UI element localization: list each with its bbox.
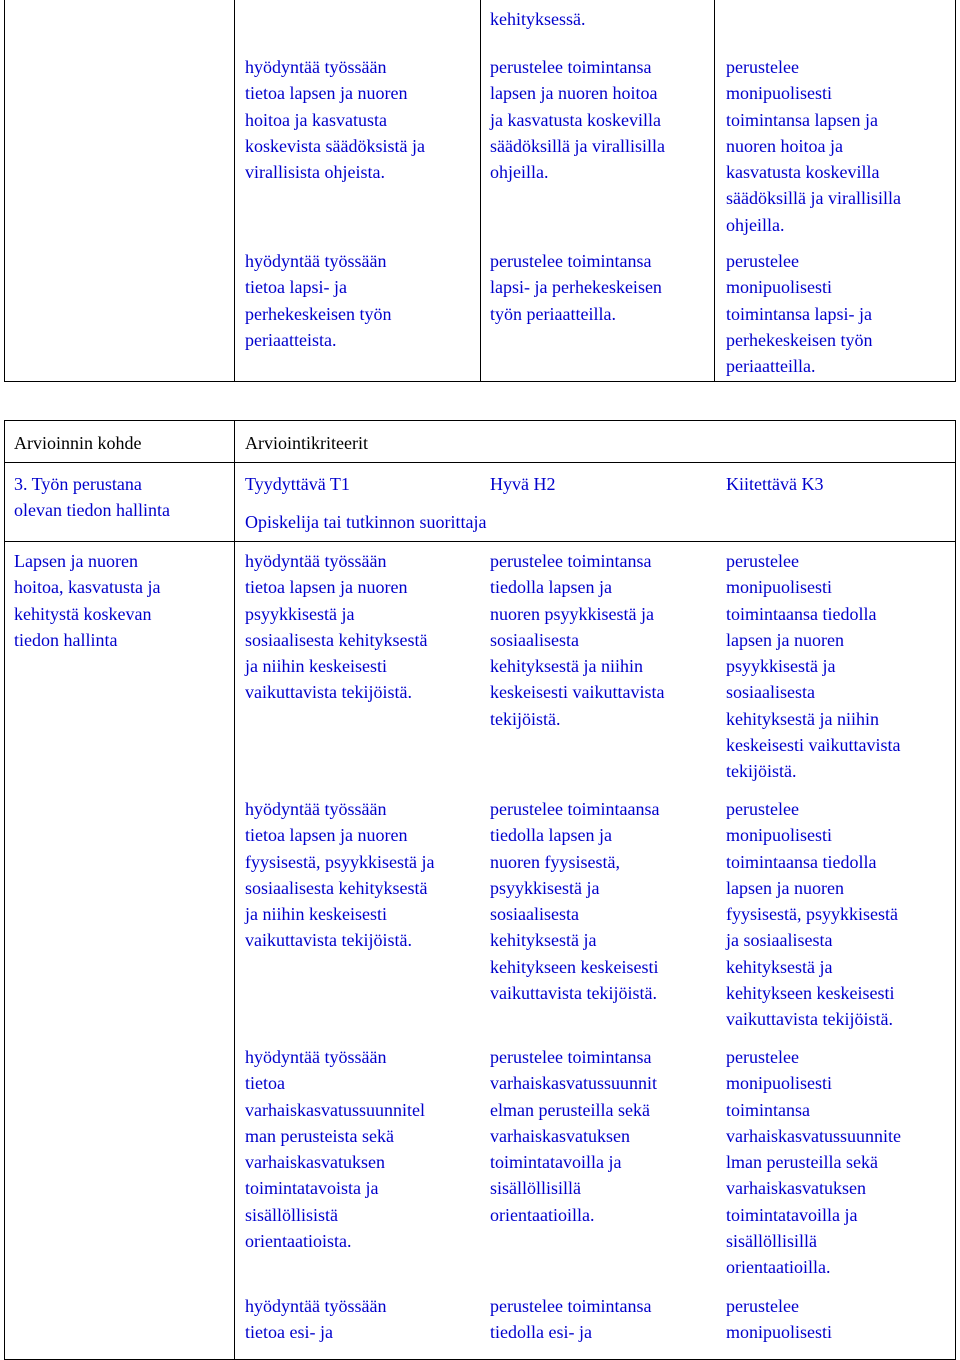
grade-k3: Kiitettävä K3 [726,474,824,494]
row3-h2: perustelee toimintansa varhaiskasvatussuunnit elman perusteilla sekä varhaiskasvatuksen toimintatavoilla ja sisällöllisillä orientaatioilla. [490,1047,657,1225]
top-row2-k3: perustelee monipuolisesti toimintansa lapsi- ja perhekeskeisen työn periaatteilla. [726,251,873,377]
row1-t1: hyödyntää työssään tietoa lapsen ja nuoren psyykkisestä ja sosiaalisesta kehityksestä ja niihin keskeisesti vaikuttavista tekijöistä. [245,551,428,703]
assessment-target: 3. Työn perustana olevan tiedon hallinta [14,474,170,521]
row2-t1: hyödyntää työssään tietoa lapsen ja nuoren fyysisestä, psyykkisestä ja sosiaalisesta kehityksestä ja niihin keskeisesti vaikuttavista tekijöistä. [245,799,435,951]
top-row1-t1: hyödyntää työssään tietoa lapsen ja nuoren hoitoa ja kasvatusta koskevista säädöksistä ja virallisista ohjeista. [245,57,425,183]
row2-h2: perustelee toimintaansa tiedolla lapsen ja nuoren fyysisestä, psyykkisestä ja sosiaalisesta kehityksestä ja kehitykseen keskeisesti vaikuttavista tekijöistä. [490,799,660,1004]
row1-k3: perustelee monipuolisesti toimintaansa tiedolla lapsen ja nuoren psyykkisestä ja sosiaalisesta kehityksestä ja niihin keskeisesti vaikuttavista tekijöistä. [726,551,901,782]
grade-h2: Hyvä H2 [490,474,556,494]
row3-k3: perustelee monipuolisesti toimintansa varhaiskasvatussuunnite lman perusteilla sekä varhaiskasvatuksen toimintatavoilla ja sisällöllisillä orientaatioilla. [726,1047,901,1278]
previous-row-continuation: kehityksessä. [490,9,586,29]
header-assessment-target: Arvioinnin kohde [14,433,142,453]
row1-h2: perustelee toimintansa tiedolla lapsen ja nuoren psyykkisestä ja sosiaalisesta kehityksestä ja niihin keskeisesti vaikuttavista tekijöistä. [490,551,665,729]
assessment-area: Lapsen ja nuoren hoitoa, kasvatusta ja kehitystä koskevan tiedon hallinta [14,551,161,650]
row4-h2: perustelee toimintansa tiedolla esi- ja [490,1296,652,1343]
top-row2-h2: perustelee toimintansa lapsi- ja perhekeskeisen työn periaatteilla. [490,251,662,324]
row2-k3: perustelee monipuolisesti toimintaansa tiedolla lapsen ja nuoren fyysisestä, psyykkisestä ja sosiaalisesta kehityksestä ja kehitykseen keskeisesti vaikuttavista tekijöistä. [726,799,898,1030]
row4-t1: hyödyntää työssään tietoa esi- ja [245,1296,387,1343]
row3-t1: hyödyntää työssään tietoa varhaiskasvatussuunnitel man perusteista sekä varhaiskasvatuksen toimintatavoista ja sisällöllisistä orientaatioista. [245,1047,425,1252]
grade-t1: Tyydyttävä T1 [245,474,350,494]
top-row1-h2: perustelee toimintansa lapsen ja nuoren hoitoa ja kasvatusta koskevilla säädöksillä ja virallisilla ohjeilla. [490,57,665,183]
row4-k3: perustelee monipuolisesti [726,1296,833,1343]
top-row1-k3: perustelee monipuolisesti toimintansa lapsen ja nuoren hoitoa ja kasvatusta koskevilla säädöksillä ja virallisilla ohjeilla. [726,57,901,235]
header-assessment-criteria: Arviointikriteerit [245,433,368,453]
subject-line: Opiskelija tai tutkinnon suorittaja [245,512,487,532]
top-row2-t1: hyödyntää työssään tietoa lapsi- ja perhekeskeisen työn periaatteista. [245,251,392,350]
